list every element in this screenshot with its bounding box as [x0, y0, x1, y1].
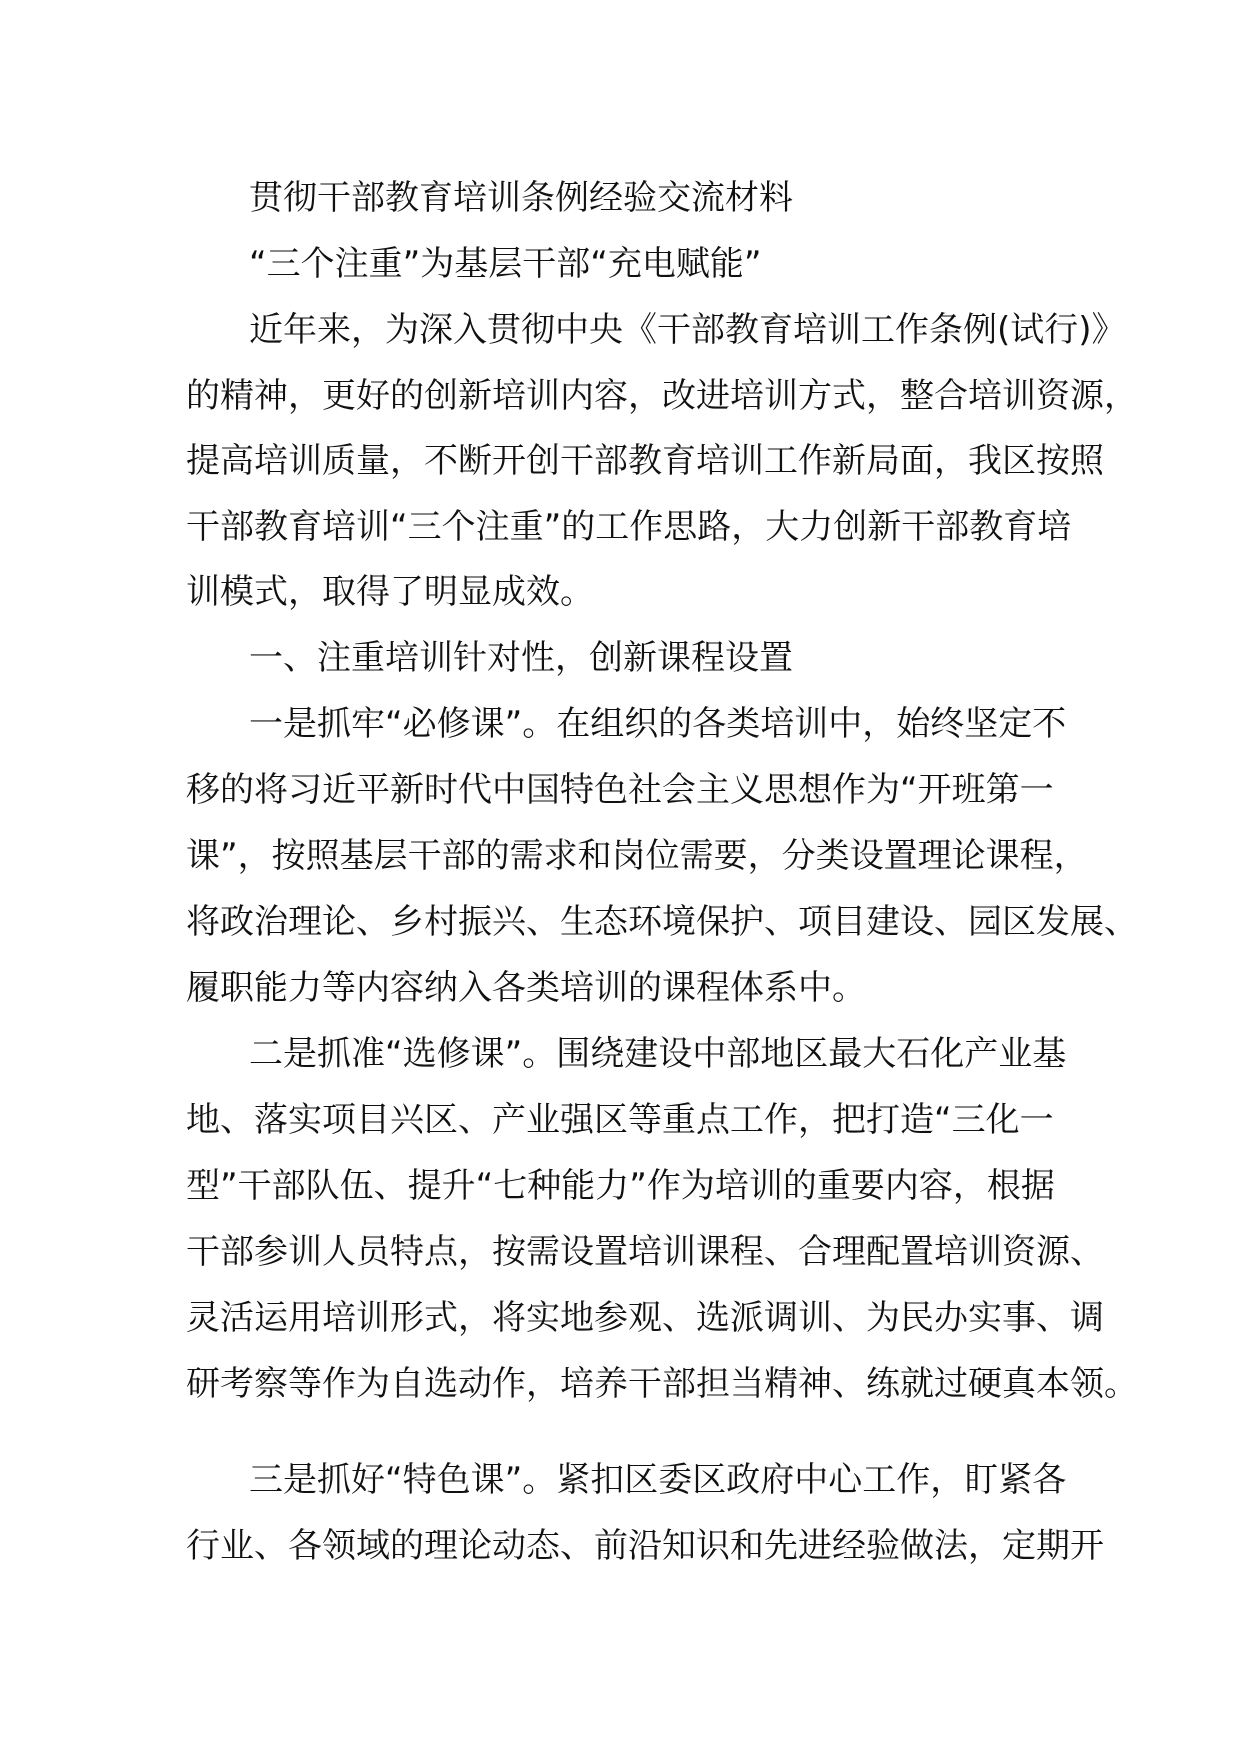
paragraph-line: 地、落实项目兴区、产业强区等重点工作，把打造“三化一: [186, 1100, 1054, 1140]
paragraph-line: 二是抓准“选修课”。围绕建设中部地区最大石化产业基: [249, 1034, 1067, 1074]
paragraph-line: 提高培训质量，不断开创干部教育培训工作新局面，我区按照: [186, 441, 1104, 481]
paragraph-line: 训模式，取得了明显成效。: [186, 572, 594, 612]
paragraph-line: 行业、各领域的理论动态、前沿知识和先进经验做法，定期开: [186, 1526, 1104, 1566]
paragraph-line: 灵活运用培训形式，将实地参观、选派调训、为民办实事、调: [186, 1298, 1104, 1338]
paragraph-line: 干部教育培训“三个注重”的工作思路，大力创新干部教育培: [186, 507, 1072, 547]
document-title: 贯彻干部教育培训条例经验交流材料: [249, 178, 793, 218]
paragraph-line: 一是抓牢“必修课”。在组织的各类培训中，始终坚定不: [249, 704, 1067, 744]
paragraph-line: 型”干部队伍、提升“七种能力”作为培训的重要内容，根据: [186, 1166, 1055, 1206]
paragraph-line: 课”，按照基层干部的需求和岗位需要，分类设置理论课程，: [186, 836, 1088, 876]
section-heading: 一、注重培训针对性，创新课程设置: [249, 638, 793, 678]
paragraph-line: 将政治理论、乡村振兴、生态环境保护、项目建设、园区发展、: [186, 902, 1138, 942]
paragraph-line: 履职能力等内容纳入各类培训的课程体系中。: [186, 968, 866, 1008]
paragraph-line: 三是抓好“特色课”。紧扣区委区政府中心工作，盯紧各: [249, 1460, 1067, 1500]
paragraph-line: 移的将习近平新时代中国特色社会主义思想作为“开班第一: [186, 770, 1054, 810]
paragraph-line: 近年来，为深入贯彻中央《干部教育培训工作条例(试行)》: [249, 310, 1126, 350]
paragraph-line: 干部参训人员特点，按需设置培训课程、合理配置培训资源、: [186, 1232, 1104, 1272]
paragraph-line: 的精神，更好的创新培训内容，改进培训方式，整合培训资源，: [186, 376, 1138, 416]
paragraph-line: 研考察等作为自选动作，培养干部担当精神、练就过硬真本领。: [186, 1364, 1138, 1404]
document-subtitle: “三个注重”为基层干部“充电赋能”: [249, 244, 762, 284]
